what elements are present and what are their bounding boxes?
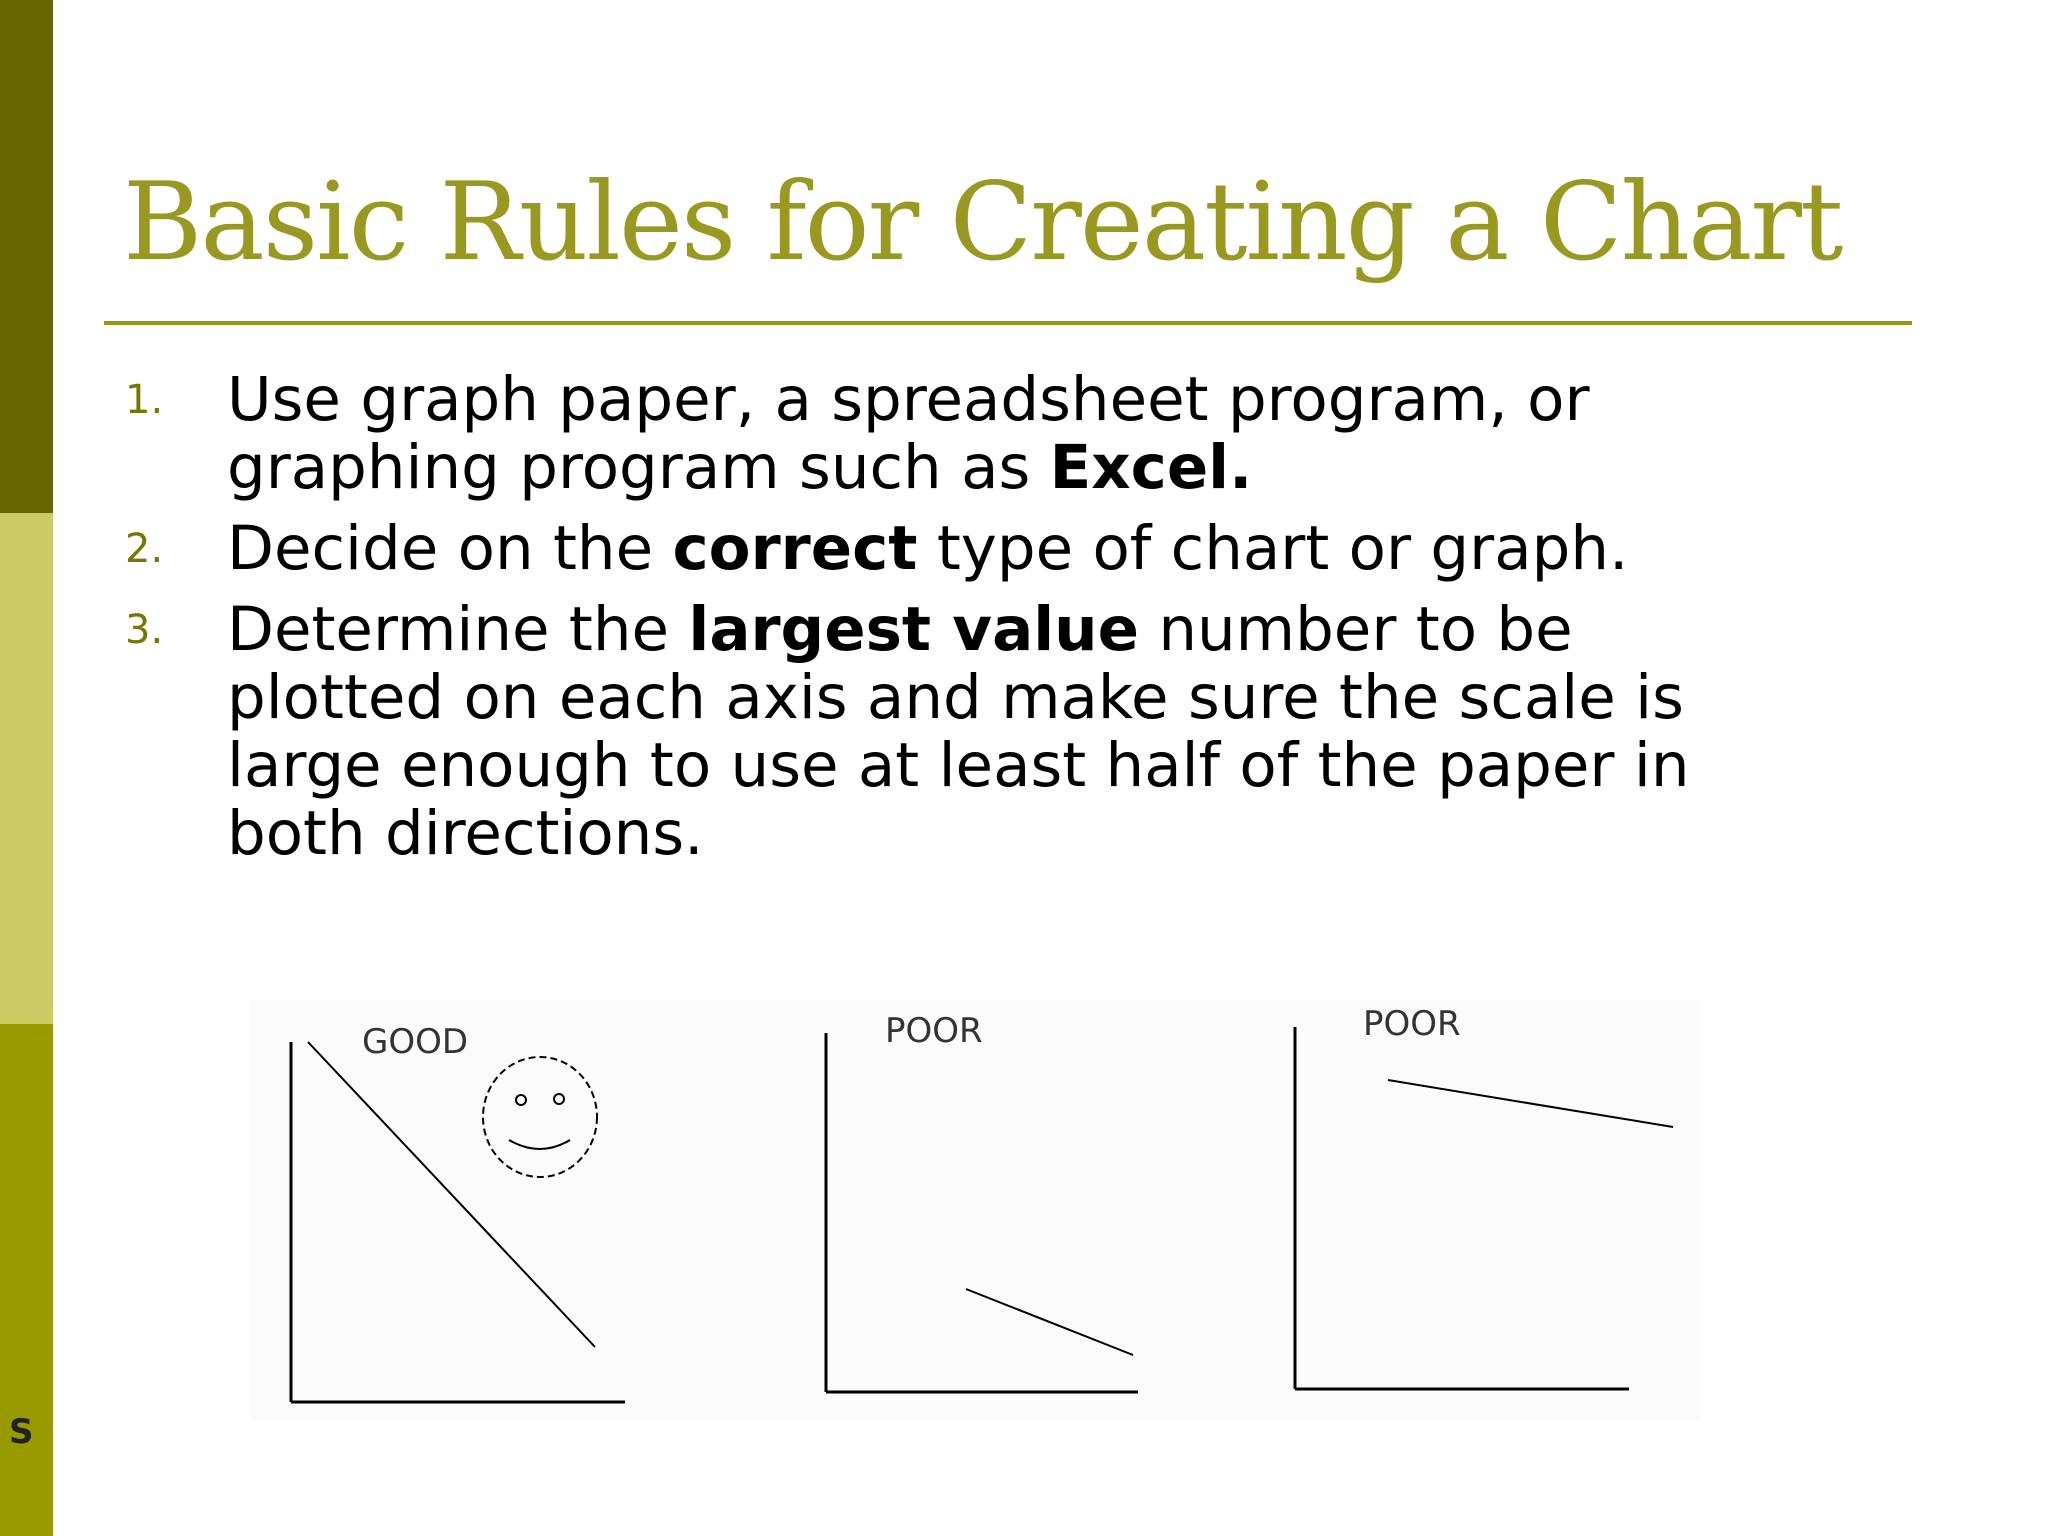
poor-chart-example-2 bbox=[1295, 1004, 1673, 1389]
trend-line bbox=[1388, 1080, 1673, 1127]
title-underline bbox=[104, 321, 1912, 325]
smiley-face-icon bbox=[483, 1057, 597, 1177]
rule-emphasis: Excel. bbox=[1049, 432, 1253, 503]
chart-examples-illustration bbox=[250, 1000, 1700, 1420]
rule-emphasis: largest value bbox=[688, 594, 1139, 665]
rule-text: Decide on the bbox=[227, 513, 673, 584]
good-chart-example bbox=[291, 1022, 625, 1402]
poor-label-2: POOR bbox=[1363, 1004, 1461, 1044]
rule-text-end: type of chart or graph. bbox=[917, 513, 1629, 584]
rules-list bbox=[125, 366, 1805, 881]
good-label: GOOD bbox=[362, 1022, 469, 1062]
rule-item bbox=[125, 596, 1805, 868]
sidebar-top-band bbox=[0, 0, 53, 513]
sidebar-middle-band bbox=[0, 513, 53, 1024]
slide-title: Basic Rules for Creating a Chart bbox=[123, 160, 1842, 285]
rule-number: 3. bbox=[125, 607, 164, 653]
trend-line bbox=[966, 1289, 1133, 1355]
sidebar-bottom-band bbox=[0, 1024, 53, 1536]
rule-number: 1. bbox=[125, 377, 164, 423]
rule-text: Determine the bbox=[227, 594, 689, 665]
rule-number: 2. bbox=[125, 526, 164, 572]
rule-item bbox=[125, 366, 1805, 502]
poor-chart-example-1 bbox=[826, 1011, 1138, 1392]
rule-item bbox=[125, 515, 1805, 583]
rule-emphasis: correct bbox=[672, 513, 918, 584]
poor-label-1: POOR bbox=[885, 1011, 983, 1051]
sidebar-letter: S bbox=[9, 1412, 34, 1452]
rule-text-end: number to be plotted on each axis and make sure the scale is large enough to use at least half of the paper in both directions. bbox=[227, 594, 1690, 869]
rule-text: Use graph paper, a spreadsheet program, or graphing program such as bbox=[227, 364, 1590, 503]
trend-line bbox=[308, 1042, 595, 1347]
